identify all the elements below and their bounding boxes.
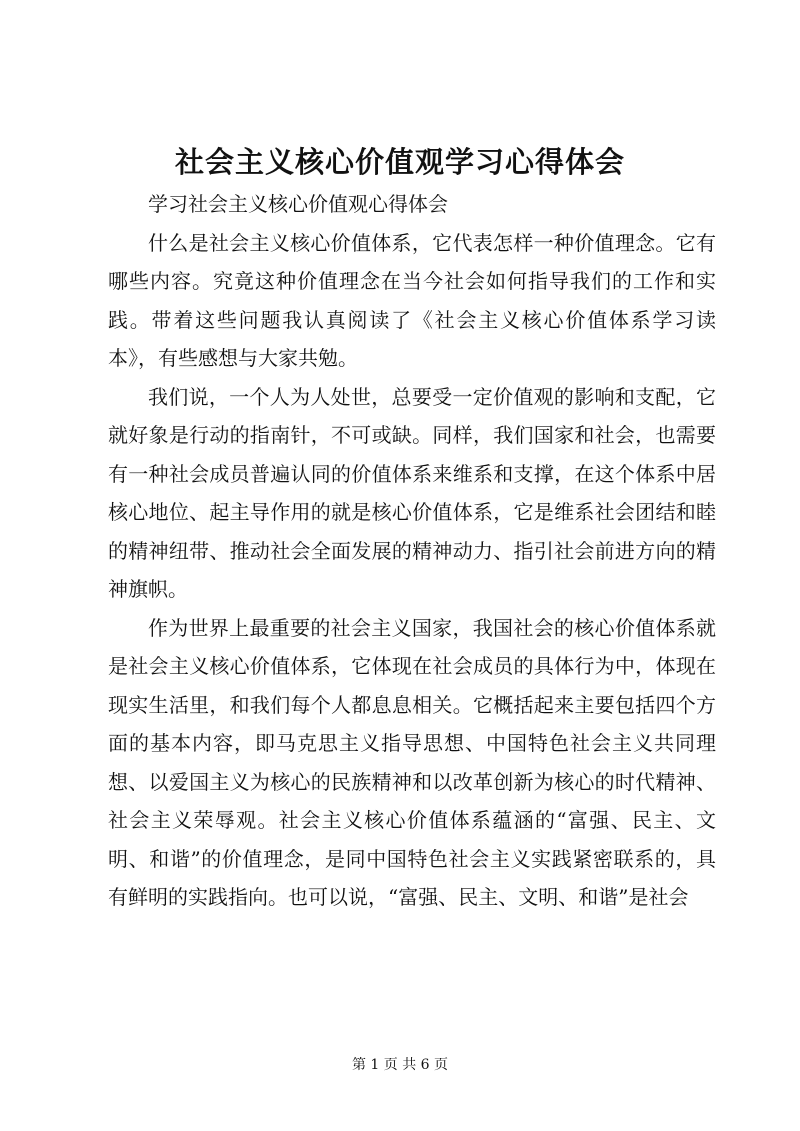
document-title: 社会主义核心价值观学习心得体会	[174, 145, 625, 179]
page-number-footer: 第 1 页 共 6 页	[351, 1057, 449, 1073]
body-paragraph-2: 我们说，一个人为人处世，总要受一定价值观的影响和支配，它就好象是行动的指南针，不可或缺。同样，我们国家和社会，也需要有一种社会成员普遍认同的价值体系来维系和支撑，在这个体系中居核心地位、起主导作用的就是核心价值体系，它是维系社会团结和睦的精神纽带、推动社会全面发展的精神动力、指引社会前进方向的精神旗帜。	[108, 384, 716, 601]
body-paragraph-3: 作为世界上最重要的社会主义国家，我国社会的核心价值体系就是社会主义核心价值体系，它体现在社会成员的具体行为中，体现在现实生活里，和我们每个人都息息相关。它概括起来主要包括四个方面的基本内容，即马克思主义指导思想、中国特色社会主义共同理想、以爱国主义为核心的民族精神和以改革创新为核心的时代精神、社会主义荣辱观。社会主义核心价值体系蕴涵的“富强、民主、文明、和谐”的价值理念，是同中国特色社会主义实践紧密联系的，具有鲜明的实践指向。也可以说，“富强、民主、文明、和谐”是社会	[108, 615, 716, 909]
subtitle-paragraph: 学习社会主义核心价值观心得体会	[148, 192, 448, 216]
document-body	[108, 185, 716, 917]
body-paragraph-1: 什么是社会主义核心价值体系，它代表怎样一种价值理念。它有哪些内容。究竟这种价值理念在当今社会如何指导我们的工作和实践。带着这些问题我认真阅读了《社会主义核心价值体系学习读本》，有些感想与大家共勉。	[108, 230, 716, 370]
